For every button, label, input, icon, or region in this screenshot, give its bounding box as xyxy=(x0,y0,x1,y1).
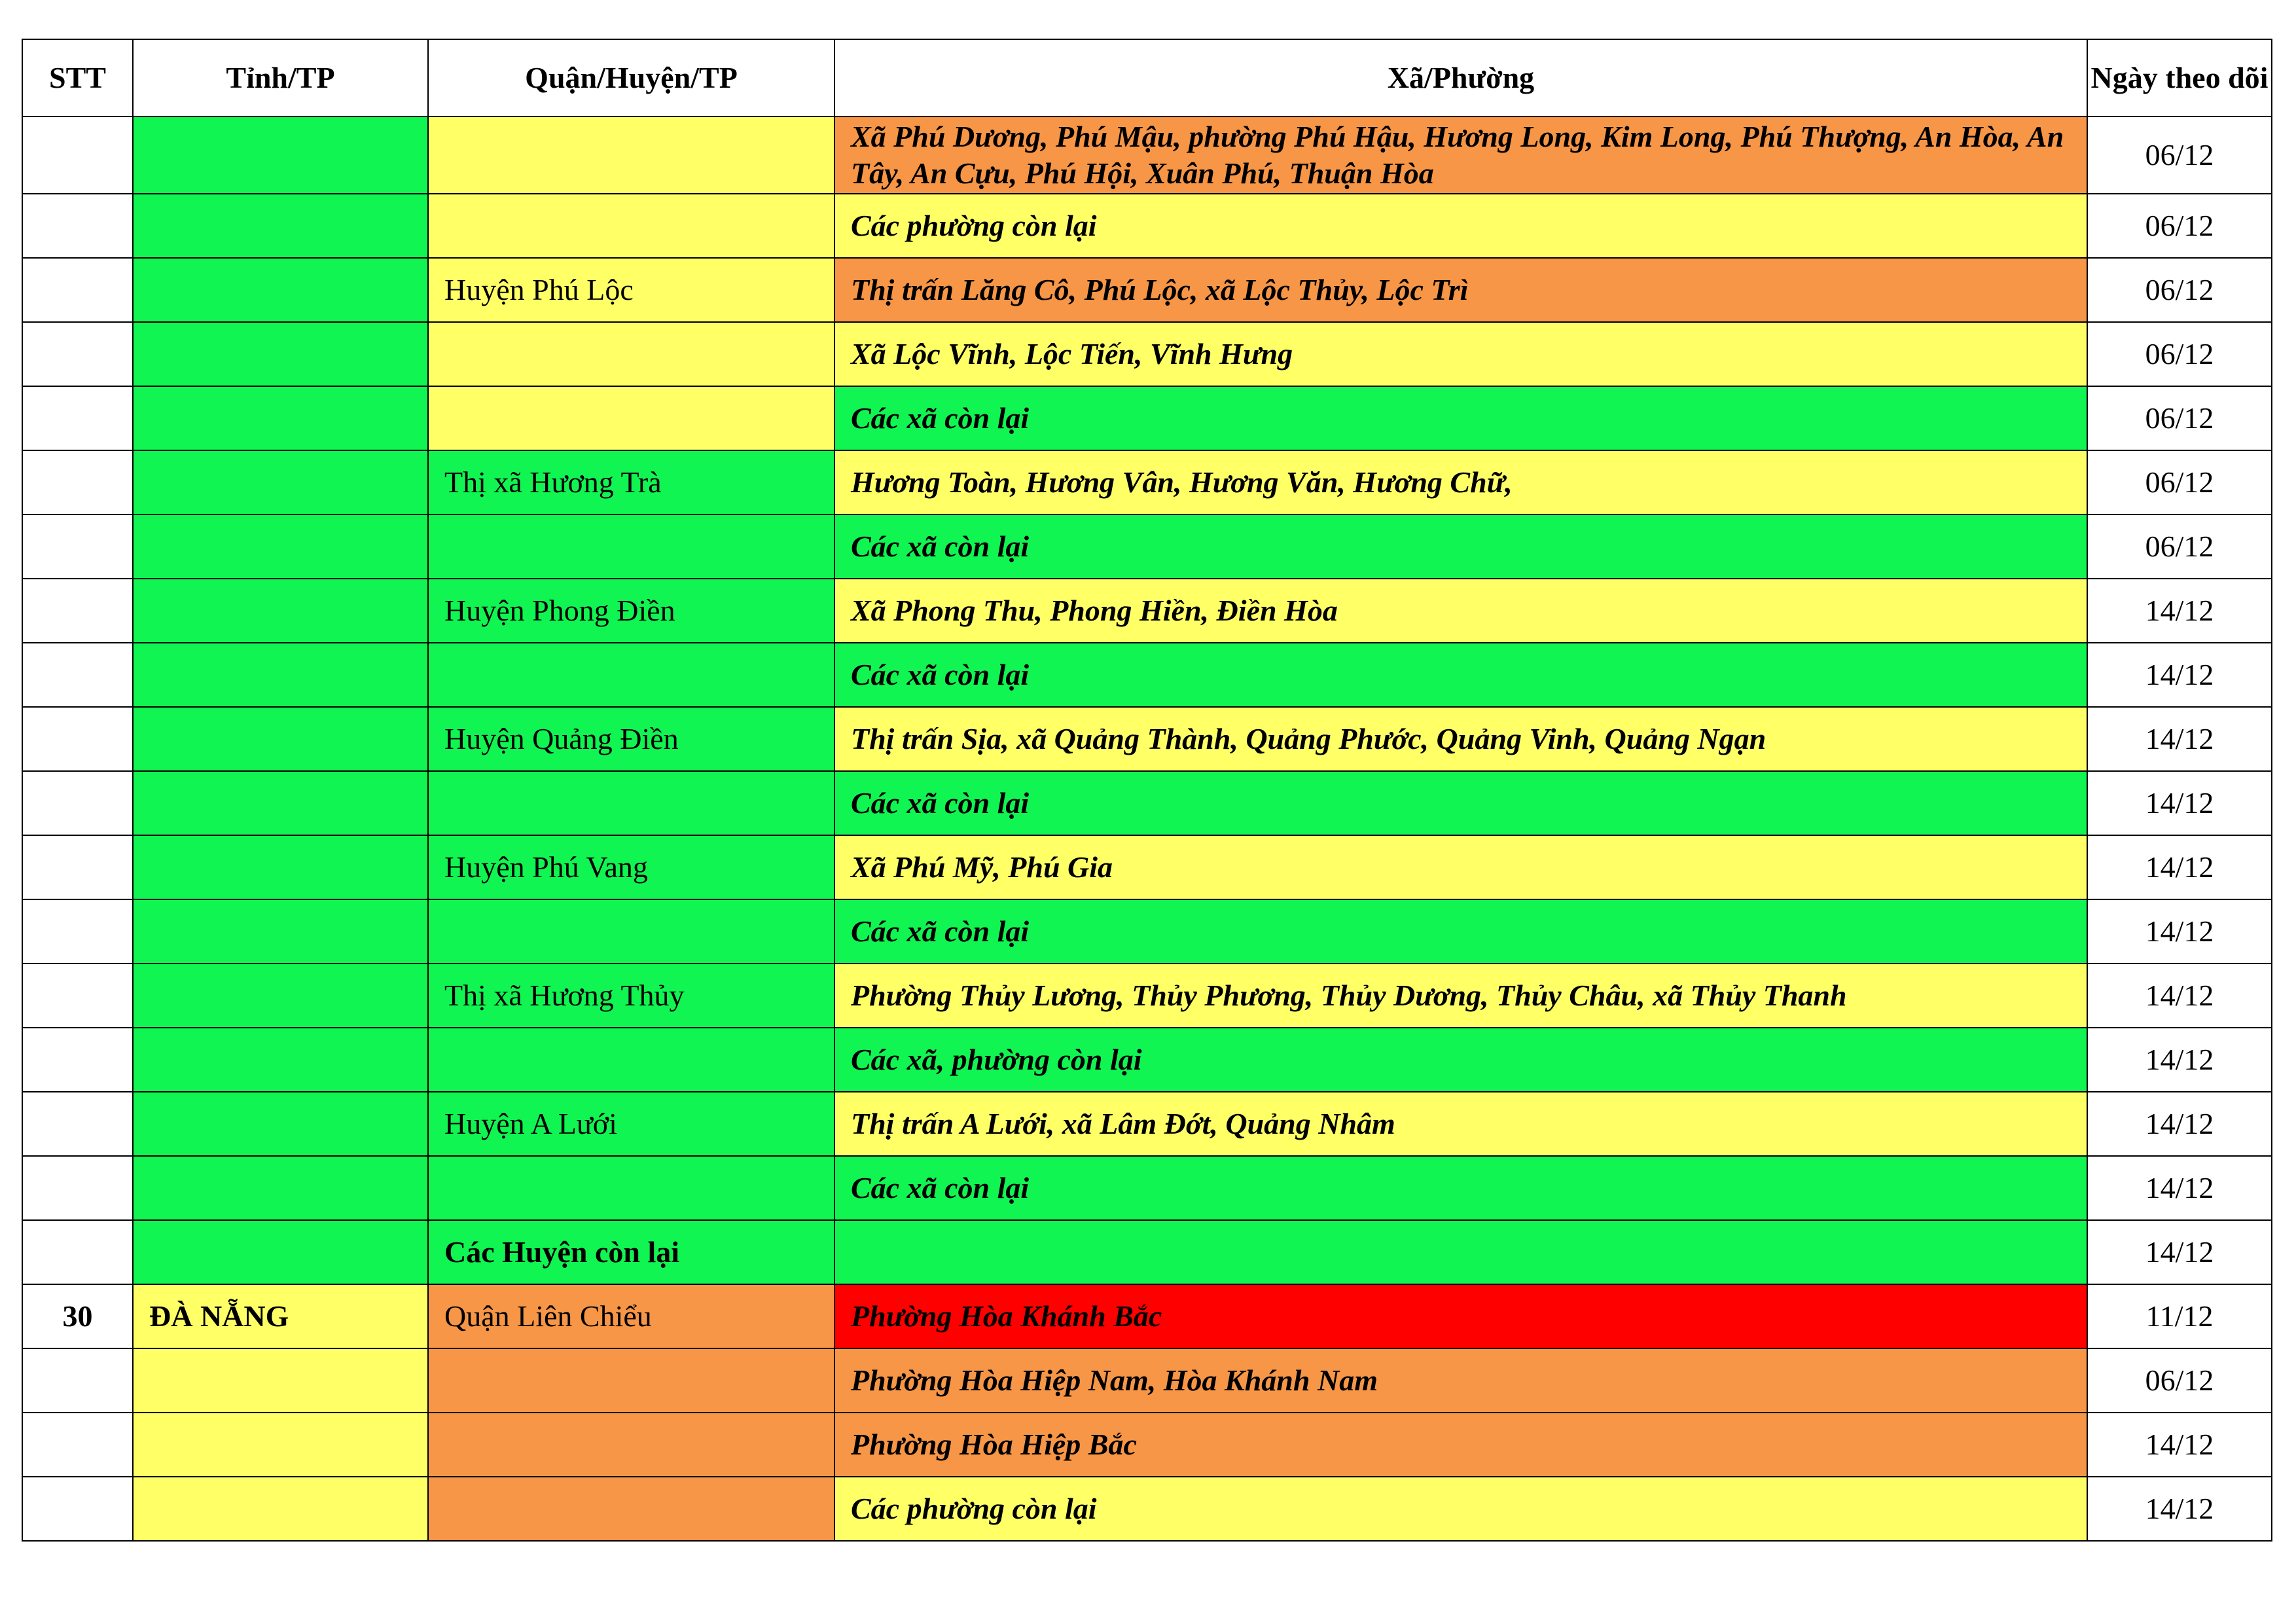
cell-province xyxy=(133,322,428,386)
cell-province xyxy=(133,835,428,899)
header-row xyxy=(22,39,2272,117)
cell-date: 06/12 xyxy=(2087,386,2272,450)
table-row xyxy=(22,450,2272,514)
table-row xyxy=(22,322,2272,386)
cell-date: 11/12 xyxy=(2087,1284,2272,1348)
cell-province xyxy=(133,450,428,514)
cell-district xyxy=(428,1156,834,1220)
cell-province xyxy=(133,964,428,1028)
cell-ward: Các xã còn lại xyxy=(834,1156,2087,1220)
cell-stt xyxy=(22,771,133,835)
cell-date: 14/12 xyxy=(2087,643,2272,707)
table-row xyxy=(22,771,2272,835)
table-row xyxy=(22,899,2272,964)
cell-ward: Các xã, phường còn lại xyxy=(834,1028,2087,1092)
cell-ward: Các phường còn lại xyxy=(834,194,2087,258)
table-row xyxy=(22,514,2272,579)
cell-date: 14/12 xyxy=(2087,1413,2272,1477)
cell-stt xyxy=(22,117,133,194)
cell-stt xyxy=(22,835,133,899)
cell-district: Huyện Phong Điền xyxy=(428,579,834,643)
cell-district xyxy=(428,386,834,450)
cell-ward: Các phường còn lại xyxy=(834,1477,2087,1541)
cell-district xyxy=(428,771,834,835)
table-row xyxy=(22,1348,2272,1413)
cell-province xyxy=(133,1477,428,1541)
cell-ward: Thị trấn A Lưới, xã Lâm Đớt, Quảng Nhâm xyxy=(834,1092,2087,1156)
cell-date: 14/12 xyxy=(2087,707,2272,771)
cell-district: Huyện Phú Lộc xyxy=(428,258,834,322)
cell-date: 14/12 xyxy=(2087,1477,2272,1541)
cell-district xyxy=(428,514,834,579)
cell-stt xyxy=(22,514,133,579)
cell-stt xyxy=(22,1156,133,1220)
table-row xyxy=(22,1156,2272,1220)
cell-ward: Thị trấn Sịa, xã Quảng Thành, Quảng Phước, Quảng Vinh, Quảng Ngạn xyxy=(834,707,2087,771)
cell-district xyxy=(428,322,834,386)
table-row xyxy=(22,194,2272,258)
table-body xyxy=(22,117,2272,1541)
cell-date: 14/12 xyxy=(2087,1220,2272,1284)
cell-district xyxy=(428,1413,834,1477)
cell-district xyxy=(428,194,834,258)
table-row xyxy=(22,579,2272,643)
cell-province xyxy=(133,1220,428,1284)
cell-province xyxy=(133,771,428,835)
cell-ward: Xã Phú Mỹ, Phú Gia xyxy=(834,835,2087,899)
cell-province xyxy=(133,707,428,771)
cell-date: 14/12 xyxy=(2087,579,2272,643)
table-row xyxy=(22,117,2272,194)
cell-stt xyxy=(22,1220,133,1284)
cell-district: Huyện Phú Vang xyxy=(428,835,834,899)
cell-district xyxy=(428,1477,834,1541)
cell-date: 06/12 xyxy=(2087,194,2272,258)
cell-ward: Các xã còn lại xyxy=(834,386,2087,450)
cell-stt xyxy=(22,322,133,386)
cell-province xyxy=(133,579,428,643)
header-province: Tỉnh/TP xyxy=(133,39,428,117)
table-row xyxy=(22,1028,2272,1092)
cell-date: 14/12 xyxy=(2087,964,2272,1028)
cell-stt xyxy=(22,1477,133,1541)
cell-district xyxy=(428,1028,834,1092)
cell-ward: Phường Thủy Lương, Thủy Phương, Thủy Dương, Thủy Châu, xã Thủy Thanh xyxy=(834,964,2087,1028)
cell-date: 14/12 xyxy=(2087,771,2272,835)
cell-ward: Phường Hòa Khánh Bắc xyxy=(834,1284,2087,1348)
table-row xyxy=(22,1477,2272,1541)
cell-date: 06/12 xyxy=(2087,1348,2272,1413)
cell-stt xyxy=(22,964,133,1028)
cell-ward: Xã Lộc Vĩnh, Lộc Tiến, Vĩnh Hưng xyxy=(834,322,2087,386)
cell-date: 06/12 xyxy=(2087,117,2272,194)
cell-ward: Phường Hòa Hiệp Bắc xyxy=(834,1413,2087,1477)
cell-date: 14/12 xyxy=(2087,899,2272,964)
table-row xyxy=(22,1413,2272,1477)
header-ward: Xã/Phường xyxy=(834,39,2087,117)
cell-ward xyxy=(834,1220,2087,1284)
cell-date: 14/12 xyxy=(2087,835,2272,899)
cell-stt xyxy=(22,258,133,322)
cell-district: Các Huyện còn lại xyxy=(428,1220,834,1284)
cell-province xyxy=(133,1028,428,1092)
cell-stt xyxy=(22,643,133,707)
cell-ward: Các xã còn lại xyxy=(834,514,2087,579)
cell-stt xyxy=(22,899,133,964)
cell-district xyxy=(428,643,834,707)
cell-district: Thị xã Hương Thủy xyxy=(428,964,834,1028)
cell-ward: Các xã còn lại xyxy=(834,899,2087,964)
cell-stt xyxy=(22,707,133,771)
cell-province xyxy=(133,1348,428,1413)
table-row xyxy=(22,1284,2272,1348)
cell-date: 06/12 xyxy=(2087,322,2272,386)
table-row xyxy=(22,835,2272,899)
table-row xyxy=(22,964,2272,1028)
header-district: Quận/Huyện/TP xyxy=(428,39,834,117)
cell-province xyxy=(133,386,428,450)
cell-district xyxy=(428,899,834,964)
cell-province xyxy=(133,258,428,322)
cell-date: 06/12 xyxy=(2087,258,2272,322)
cell-date: 06/12 xyxy=(2087,450,2272,514)
table-header xyxy=(22,39,2272,117)
header-date: Ngày theo dõi xyxy=(2087,39,2272,117)
cell-stt xyxy=(22,450,133,514)
cell-stt xyxy=(22,1413,133,1477)
cell-province xyxy=(133,643,428,707)
cell-district: Huyện A Lưới xyxy=(428,1092,834,1156)
table-row xyxy=(22,386,2272,450)
cell-ward: Các xã còn lại xyxy=(834,771,2087,835)
cell-stt xyxy=(22,1348,133,1413)
cell-district: Quận Liên Chiểu xyxy=(428,1284,834,1348)
cell-district: Huyện Quảng Điền xyxy=(428,707,834,771)
cell-province: ĐÀ NẴNG xyxy=(133,1284,428,1348)
cell-stt xyxy=(22,579,133,643)
cell-district xyxy=(428,117,834,194)
cell-date: 14/12 xyxy=(2087,1156,2272,1220)
table-row xyxy=(22,1220,2272,1284)
table-row xyxy=(22,707,2272,771)
cell-ward: Phường Hòa Hiệp Nam, Hòa Khánh Nam xyxy=(834,1348,2087,1413)
cell-stt xyxy=(22,386,133,450)
cell-ward: Các xã còn lại xyxy=(834,643,2087,707)
zone-table xyxy=(22,39,2272,1542)
cell-province xyxy=(133,117,428,194)
table-row xyxy=(22,643,2272,707)
cell-district: Thị xã Hương Trà xyxy=(428,450,834,514)
cell-district xyxy=(428,1348,834,1413)
header-stt: STT xyxy=(22,39,133,117)
cell-province xyxy=(133,194,428,258)
cell-ward: Xã Phú Dương, Phú Mậu, phường Phú Hậu, Hương Long, Kim Long, Phú Thượng, An Hòa, An Tây, An Cựu, Phú Hội, Xuân Phú, Thuận Hòa xyxy=(834,117,2087,194)
cell-date: 14/12 xyxy=(2087,1092,2272,1156)
cell-province xyxy=(133,1413,428,1477)
cell-province xyxy=(133,1092,428,1156)
cell-stt: 30 xyxy=(22,1284,133,1348)
cell-province xyxy=(133,514,428,579)
cell-date: 06/12 xyxy=(2087,514,2272,579)
cell-stt xyxy=(22,1028,133,1092)
cell-stt xyxy=(22,194,133,258)
cell-province xyxy=(133,899,428,964)
table-row xyxy=(22,1092,2272,1156)
cell-stt xyxy=(22,1092,133,1156)
cell-ward: Xã Phong Thu, Phong Hiền, Điền Hòa xyxy=(834,579,2087,643)
cell-ward: Hương Toàn, Hương Vân, Hương Văn, Hương Chữ, xyxy=(834,450,2087,514)
cell-date: 14/12 xyxy=(2087,1028,2272,1092)
cell-province xyxy=(133,1156,428,1220)
table-row xyxy=(22,258,2272,322)
cell-ward: Thị trấn Lăng Cô, Phú Lộc, xã Lộc Thủy, Lộc Trì xyxy=(834,258,2087,322)
